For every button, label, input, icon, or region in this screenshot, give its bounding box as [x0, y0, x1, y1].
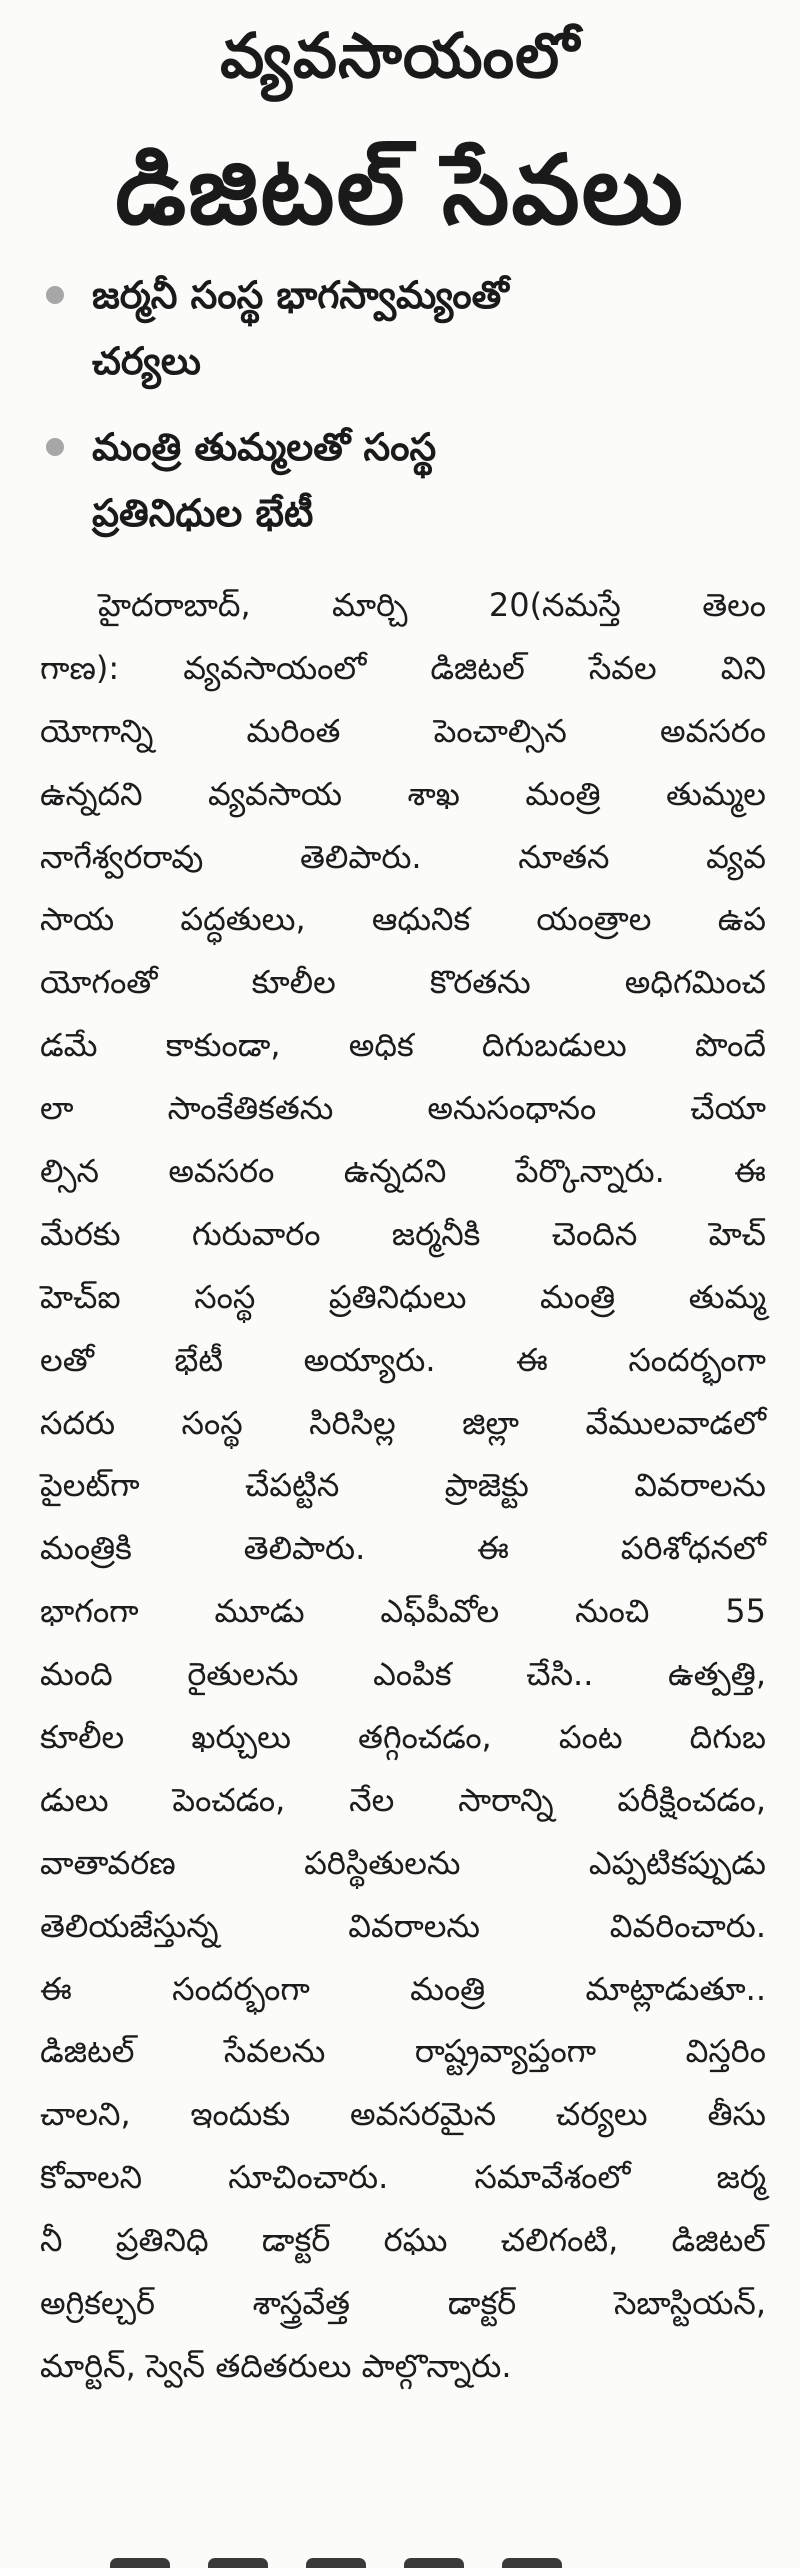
- body-line: సదరు సంస్థ సిరిసిల్ల జిల్లా వేములవాడలో: [40, 1403, 766, 1442]
- body-line: ఈ సందర్భంగా మంత్రి మాట్లాడుతూ..: [40, 1969, 766, 2008]
- body-line: మార్టిన్, స్వెన్ తదితరులు పాల్గొన్నారు.: [40, 2346, 512, 2385]
- body-line: హైదరాబాద్, మార్చి 20(నమస్తే తెలం: [98, 586, 766, 624]
- body-line: యోగంతో కూలీల కొరతను అధిగమించ: [40, 963, 766, 1002]
- article-kicker: వ్యవసాయంలో: [220, 19, 580, 92]
- body-line: తెలియజేస్తున్న వివరాలను వివరించారు.: [40, 1906, 766, 1945]
- body-line: మంత్రికి తెలిపారు. ఈ పరిశోధనలో: [40, 1529, 766, 1568]
- article-body: [40, 574, 766, 2398]
- body-line: వాతావరణ పరిస్థితులను ఎప్పటికప్పుడు: [40, 1843, 766, 1882]
- body-line: నాగేశ్వరరావు తెలిపారు. నూతన వ్యవ: [40, 837, 766, 876]
- highlights-list: [40, 262, 780, 566]
- cropped-next-headline: [110, 2548, 630, 2568]
- body-line: మేరకు గురువారం జర్మనీకి చెందిన హెచ్: [40, 1214, 766, 1253]
- body-line: భాగంగా మూడు ఎఫ్‌పీవోల నుంచి 55: [40, 1592, 766, 1631]
- body-line: డులు పెంచడం, నేల సారాన్ని పరీక్షించడం,: [40, 1780, 766, 1819]
- body-line: లతో భేటీ అయ్యారు. ఈ సందర్భంగా: [40, 1340, 766, 1379]
- highlight-text: జర్మనీ సంస్థ భాగస్వామ్యంతో: [92, 273, 509, 317]
- body-line: ల్సిన అవసరం ఉన్నదని పేర్కొన్నారు. ఈ: [40, 1152, 766, 1191]
- body-line: అగ్రికల్చర్ శాస్త్రవేత్త డాక్టర్ సెబాస్టియన్,: [40, 2284, 766, 2323]
- body-line: చాలని, ఇందుకు అవసరమైన చర్యలు తీసు: [40, 2095, 766, 2134]
- body-line: యోగాన్ని మరింత పెంచాల్సిన అవసరం: [40, 711, 766, 750]
- bullet-icon: [46, 286, 64, 304]
- body-line: గాణ): వ్యవసాయంలో డిజిటల్ సేవల విని: [40, 648, 766, 687]
- body-line: సాయ పద్ధతులు, ఆధునిక యంత్రాల ఉప: [40, 900, 766, 939]
- highlight-text: ప్రతినిధుల భేటీ: [92, 491, 314, 535]
- highlight-item: [40, 414, 780, 546]
- body-line: డిజిటల్ సేవలను రాష్ట్రవ్యాప్తంగా విస్తరిం: [40, 2032, 766, 2071]
- body-line: మంది రైతులను ఎంపిక చేసి.. ఉత్పత్తి,: [40, 1655, 766, 1694]
- highlight-text: మంత్రి తుమ్మలతో సంస్థ: [92, 425, 437, 469]
- bullet-icon: [46, 438, 64, 456]
- highlight-text: చర్యలు: [92, 339, 201, 383]
- body-line: పైలట్‌గా చేపట్టిన ప్రాజెక్టు వివరాలను: [40, 1466, 766, 1505]
- body-line: కూలీల ఖర్చులు తగ్గించడం, పంట దిగుబ: [40, 1718, 766, 1757]
- body-line: నీ ప్రతినిధి డాక్టర్ రఘు చలిగంటి, డిజిటల్: [40, 2221, 766, 2260]
- body-line: డమే కాకుండా, అధిక దిగుబడులు పొందే: [40, 1026, 766, 1065]
- body-line: హెచ్ఐ సంస్థ ప్రతినిధులు మంత్రి తుమ్మ: [40, 1277, 766, 1316]
- body-line: ఉన్నదని వ్యవసాయ శాఖ మంత్రి తుమ్మల: [40, 774, 766, 813]
- body-line: లా సాంకేతికతను అనుసంధానం చేయా: [40, 1089, 766, 1128]
- highlight-item: [40, 262, 780, 394]
- article-headline: డిజిటల్ సేవలు: [115, 134, 685, 246]
- body-line: కోవాలని సూచించారు. సమావేశంలో జర్మ: [40, 2158, 766, 2197]
